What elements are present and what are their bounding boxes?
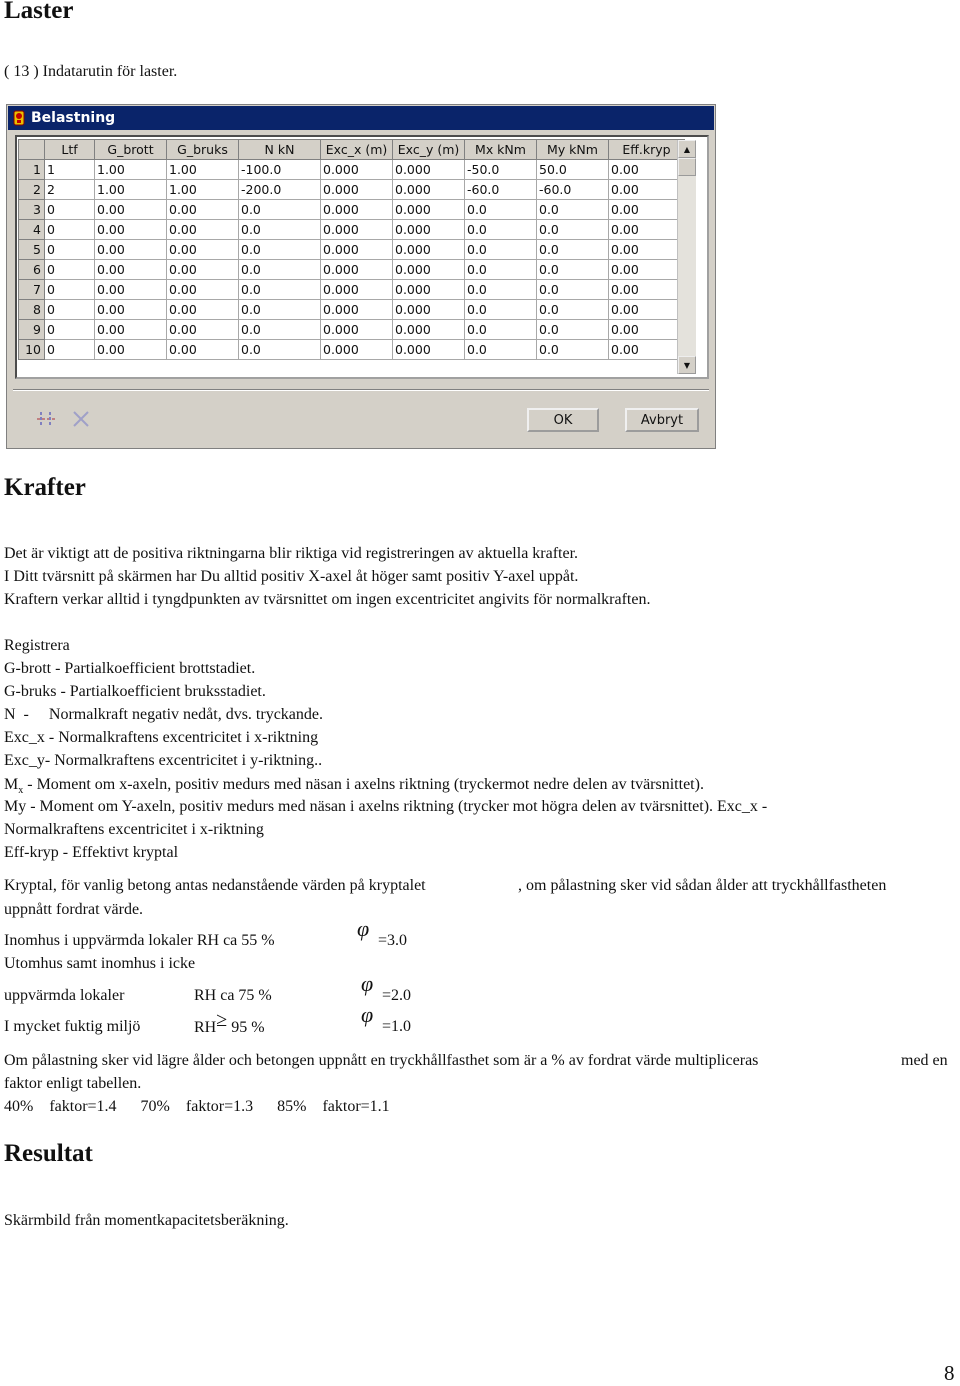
grid-cell[interactable]: 0.00 <box>167 200 239 220</box>
rh95-label <box>194 1009 265 1039</box>
row-header[interactable]: 9 <box>19 320 45 340</box>
load-grid <box>18 139 685 360</box>
grid-cell[interactable]: 0.000 <box>321 340 393 360</box>
grid-cell[interactable]: 0.0 <box>239 300 321 320</box>
palast-line-c: faktor enligt tabellen. <box>4 1075 142 1092</box>
register-line-1: Registrera <box>4 637 70 654</box>
grid-cell[interactable]: 0.0 <box>537 320 609 340</box>
grid-cell[interactable]: 0.0 <box>537 260 609 280</box>
grid-cell[interactable]: 0.000 <box>393 200 465 220</box>
kryptal-line-a: Kryptal, för vanlig betong antas nedanstående värden på kryptalet <box>4 877 426 894</box>
grid-cell[interactable]: -100.0 <box>239 160 321 180</box>
column-header[interactable]: Exc_y (m) <box>393 140 465 160</box>
table-row <box>19 200 685 220</box>
geq-symbol: ≥ <box>216 1009 228 1031</box>
grid-cell[interactable]: 0.00 <box>95 280 167 300</box>
row-header[interactable]: 2 <box>19 180 45 200</box>
phi-symbol-1: φ <box>357 916 370 941</box>
column-header[interactable]: N kN <box>239 140 321 160</box>
table-row <box>19 300 685 320</box>
rh95-prefix: RH <box>194 1019 217 1036</box>
grid-cell[interactable]: 0.00 <box>609 180 685 200</box>
page-number: 8 <box>944 1361 955 1385</box>
grid-cell[interactable]: 50.0 <box>537 160 609 180</box>
insert-row-icon[interactable] <box>35 408 57 435</box>
grid-cell[interactable]: 0.000 <box>393 320 465 340</box>
vertical-scrollbar[interactable] <box>677 140 696 374</box>
grid-cell[interactable]: 0.00 <box>95 320 167 340</box>
grid-cell[interactable]: 1.00 <box>167 160 239 180</box>
grid-cell[interactable]: 0.000 <box>393 180 465 200</box>
grid-cell[interactable]: 0.000 <box>393 280 465 300</box>
grid-cell[interactable]: 0 <box>45 260 95 280</box>
table-row <box>19 240 685 260</box>
grid-cell[interactable]: 0.00 <box>609 220 685 240</box>
dialog-separator <box>13 389 709 391</box>
table-row <box>19 220 685 240</box>
grid-cell[interactable]: 0.00 <box>167 320 239 340</box>
grid-cell[interactable]: 0.00 <box>609 200 685 220</box>
grid-cell[interactable]: -60.0 <box>465 180 537 200</box>
grid-cell[interactable]: 0.0 <box>465 280 537 300</box>
grid-cell[interactable]: 0 <box>45 220 95 240</box>
grid-cell[interactable]: 0.000 <box>321 260 393 280</box>
grid-cell[interactable]: 0.0 <box>239 280 321 300</box>
grid-cell[interactable]: 0.0 <box>465 220 537 240</box>
grid-cell[interactable]: 0.0 <box>537 240 609 260</box>
delete-row-icon[interactable] <box>70 408 92 435</box>
uppvarmda-label: uppvärmda lokaler <box>4 987 125 1004</box>
grid-cell[interactable]: 0.00 <box>609 320 685 340</box>
grid-corner <box>19 140 45 160</box>
table-row <box>19 260 685 280</box>
column-header[interactable]: Exc_x (m) <box>321 140 393 160</box>
grid-cell[interactable]: -60.0 <box>537 180 609 200</box>
grid-cell[interactable]: 0.0 <box>465 340 537 360</box>
intro-text: ( 13 ) Indatarutin för laster. <box>4 63 178 80</box>
my-line: My - Moment om Y-axeln, positiv medurs med näsan i axelns riktning (trycker mot högra delen av tvärsnittet). Exc_x - <box>4 798 768 815</box>
grid-cell[interactable]: 0.000 <box>393 260 465 280</box>
grid-cell[interactable]: 0.0 <box>465 300 537 320</box>
register-line-2: G-brott - Partialkoefficient brottstadiet. <box>4 660 256 677</box>
kryptal-line-b: , om pålastning sker vid sådan ålder att tryckhållfastheten <box>518 877 887 894</box>
grid-cell[interactable]: 0 <box>45 280 95 300</box>
inomhus-value: =3.0 <box>378 932 408 949</box>
table-row <box>19 160 685 180</box>
krafter-heading: Krafter <box>4 474 86 501</box>
row-header[interactable]: 8 <box>19 300 45 320</box>
row-header[interactable]: 6 <box>19 260 45 280</box>
scroll-down-icon[interactable]: ▼ <box>678 356 696 374</box>
grid-cell[interactable]: 0.0 <box>537 280 609 300</box>
uppvarmda-value: =2.0 <box>382 987 412 1004</box>
grid-cell[interactable]: 0.000 <box>393 160 465 180</box>
grid-cell[interactable]: 0.000 <box>321 220 393 240</box>
phi-symbol-3: φ <box>361 1002 374 1027</box>
grid-cell[interactable]: 0.000 <box>321 280 393 300</box>
grid-cell[interactable]: 0.00 <box>609 240 685 260</box>
grid-cell[interactable]: 0.000 <box>321 180 393 200</box>
grid-cell[interactable]: 0.0 <box>239 320 321 340</box>
grid-cell[interactable]: 0.0 <box>537 220 609 240</box>
row-header[interactable]: 3 <box>19 200 45 220</box>
table-row <box>19 280 685 300</box>
row-header[interactable]: 7 <box>19 280 45 300</box>
grid-cell[interactable]: 0.00 <box>95 240 167 260</box>
scroll-thumb[interactable] <box>678 158 696 176</box>
grid-cell[interactable]: 0.000 <box>321 240 393 260</box>
grid-cell[interactable]: 1 <box>45 160 95 180</box>
utomhus-label: Utomhus samt inomhus i icke <box>4 955 196 972</box>
grid-cell[interactable]: 0.00 <box>95 220 167 240</box>
palast-line-a: Om pålastning sker vid lägre ålder och betongen uppnått en tryckhållfasthet som är a % av fordrat värde multipliceras <box>4 1052 759 1069</box>
column-header[interactable]: G_bruks <box>167 140 239 160</box>
krafter-line-1: Det är viktigt att de positiva riktningarna blir riktiga vid registreringen av aktuella krafter. <box>4 545 579 562</box>
grid-cell[interactable]: 0.0 <box>239 200 321 220</box>
grid-cell[interactable]: 0 <box>45 200 95 220</box>
inomhus-label: Inomhus i uppvärmda lokaler RH ca 55 % <box>4 932 275 949</box>
table-row <box>19 180 685 200</box>
grid-cell[interactable]: 1.00 <box>95 160 167 180</box>
fuktig-label: I mycket fuktig miljö <box>4 1018 141 1035</box>
resultat-text: Skärmbild från momentkapacitetsberäkning. <box>4 1212 289 1229</box>
grid-cell[interactable]: 0 <box>45 300 95 320</box>
rh75-label: RH ca 75 % <box>194 987 272 1004</box>
grid-cell[interactable]: 0.00 <box>95 300 167 320</box>
column-header[interactable]: Eff.kryp <box>609 140 685 160</box>
grid-cell[interactable]: 0.000 <box>393 300 465 320</box>
grid-cell[interactable]: 0.0 <box>465 200 537 220</box>
belastning-dialog <box>6 104 716 449</box>
column-header[interactable]: My kNm <box>537 140 609 160</box>
column-header[interactable]: Mx kNm <box>465 140 537 160</box>
grid-cell[interactable]: 0.000 <box>321 160 393 180</box>
table-row <box>19 340 685 360</box>
register-line-3: G-bruks - Partialkoefficient bruksstadiet. <box>4 683 266 700</box>
dialog-title: Belastning <box>31 110 116 126</box>
page-title: Laster <box>4 0 74 24</box>
mx-prefix: M <box>4 776 19 793</box>
grid-cell[interactable]: 0.00 <box>167 280 239 300</box>
register-line-6: Exc_y- Normalkraftens excentricitet i y-riktning.. <box>4 752 323 769</box>
row-header[interactable]: 4 <box>19 220 45 240</box>
resultat-heading: Resultat <box>4 1140 93 1167</box>
grid-cell[interactable]: 0.0 <box>465 260 537 280</box>
row-header[interactable]: 10 <box>19 340 45 360</box>
grid-cell[interactable]: 0.000 <box>393 220 465 240</box>
row-header[interactable]: 1 <box>19 160 45 180</box>
column-header[interactable]: Ltf <box>45 140 95 160</box>
grid-cell[interactable]: 0.00 <box>95 340 167 360</box>
grid-cell[interactable]: 0.0 <box>537 300 609 320</box>
register-line-5: Exc_x - Normalkraftens excentricitet i x-riktning <box>4 729 319 746</box>
grid-cell[interactable]: 0.0 <box>239 340 321 360</box>
grid-cell[interactable]: 0.0 <box>239 220 321 240</box>
grid-cell[interactable]: 0.0 <box>239 260 321 280</box>
grid-cell[interactable]: 0.00 <box>167 300 239 320</box>
ok-button[interactable]: OK <box>527 408 599 432</box>
effkryp-line: Eff-kryp - Effektivt kryptal <box>4 844 179 861</box>
grid-cell[interactable]: 0.0 <box>537 340 609 360</box>
grid-cell[interactable]: 0.00 <box>95 260 167 280</box>
grid-cell[interactable]: 1.00 <box>167 180 239 200</box>
grid-cell[interactable]: 0.0 <box>239 240 321 260</box>
grid-cell[interactable]: 0.00 <box>609 300 685 320</box>
grid-cell[interactable]: 0.00 <box>609 340 685 360</box>
grid-cell[interactable]: 0.0 <box>465 320 537 340</box>
column-header[interactable]: G_brott <box>95 140 167 160</box>
grid-cell[interactable]: 2 <box>45 180 95 200</box>
grid-cell[interactable]: 0.00 <box>167 340 239 360</box>
grid-cell[interactable]: 0.00 <box>95 200 167 220</box>
faktor-line: 40% faktor=1.4 70% faktor=1.3 85% faktor=1.1 <box>4 1098 390 1115</box>
krafter-line-2: I Ditt tvärsnitt på skärmen har Du alltid positiv X-axel åt höger samt positiv Y-axel uppåt. <box>4 568 579 585</box>
mx-subscript: x <box>18 785 24 797</box>
grid-cell[interactable]: 0.00 <box>167 240 239 260</box>
grid-cell[interactable]: 0.000 <box>321 300 393 320</box>
my-line-2: Normalkraftens excentricitet i x-riktning <box>4 821 264 838</box>
grid-cell[interactable]: 0.0 <box>465 240 537 260</box>
scroll-up-icon[interactable]: ▲ <box>678 140 696 158</box>
grid-cell[interactable]: 0.00 <box>609 160 685 180</box>
app-icon <box>13 110 25 126</box>
phi-symbol-2: φ <box>361 971 374 996</box>
grid-cell[interactable]: 0.00 <box>167 220 239 240</box>
grid-cell[interactable]: -50.0 <box>465 160 537 180</box>
grid-cell[interactable]: 0.00 <box>609 280 685 300</box>
krafter-line-3: Kraftern verkar alltid i tyngdpunkten av tvärsnittet om ingen excentricitet angivits för normalkraften. <box>4 591 651 608</box>
grid-cell[interactable]: 0.000 <box>321 320 393 340</box>
grid-cell[interactable]: 0 <box>45 340 95 360</box>
rh95-value: 95 % <box>231 1019 265 1036</box>
grid-cell[interactable]: 0 <box>45 240 95 260</box>
grid-cell[interactable]: -200.0 <box>239 180 321 200</box>
kryptal-line-c: uppnått fordrat värde. <box>4 901 144 918</box>
grid-cell[interactable]: 0.000 <box>393 340 465 360</box>
grid-cell[interactable]: 0.0 <box>537 200 609 220</box>
grid-cell[interactable]: 0 <box>45 320 95 340</box>
grid-cell[interactable]: 0.00 <box>167 260 239 280</box>
cancel-button[interactable]: Avbryt <box>625 408 699 432</box>
row-header[interactable]: 5 <box>19 240 45 260</box>
register-line-4: N - Normalkraft negativ nedåt, dvs. tryckande. <box>4 706 324 723</box>
grid-cell[interactable]: 0.000 <box>393 240 465 260</box>
mx-text: - Moment om x-axeln, positiv medurs med näsan i axelns riktning (tryckermot nedre delen av tvärsnittet). <box>23 776 704 793</box>
palast-line-b: med en <box>901 1052 948 1069</box>
grid-cell[interactable]: 1.00 <box>95 180 167 200</box>
grid-cell[interactable]: 0.00 <box>609 260 685 280</box>
grid-cell[interactable]: 0.000 <box>321 200 393 220</box>
fuktig-value: =1.0 <box>382 1018 412 1035</box>
dialog-titlebar <box>8 106 714 130</box>
table-row <box>19 320 685 340</box>
